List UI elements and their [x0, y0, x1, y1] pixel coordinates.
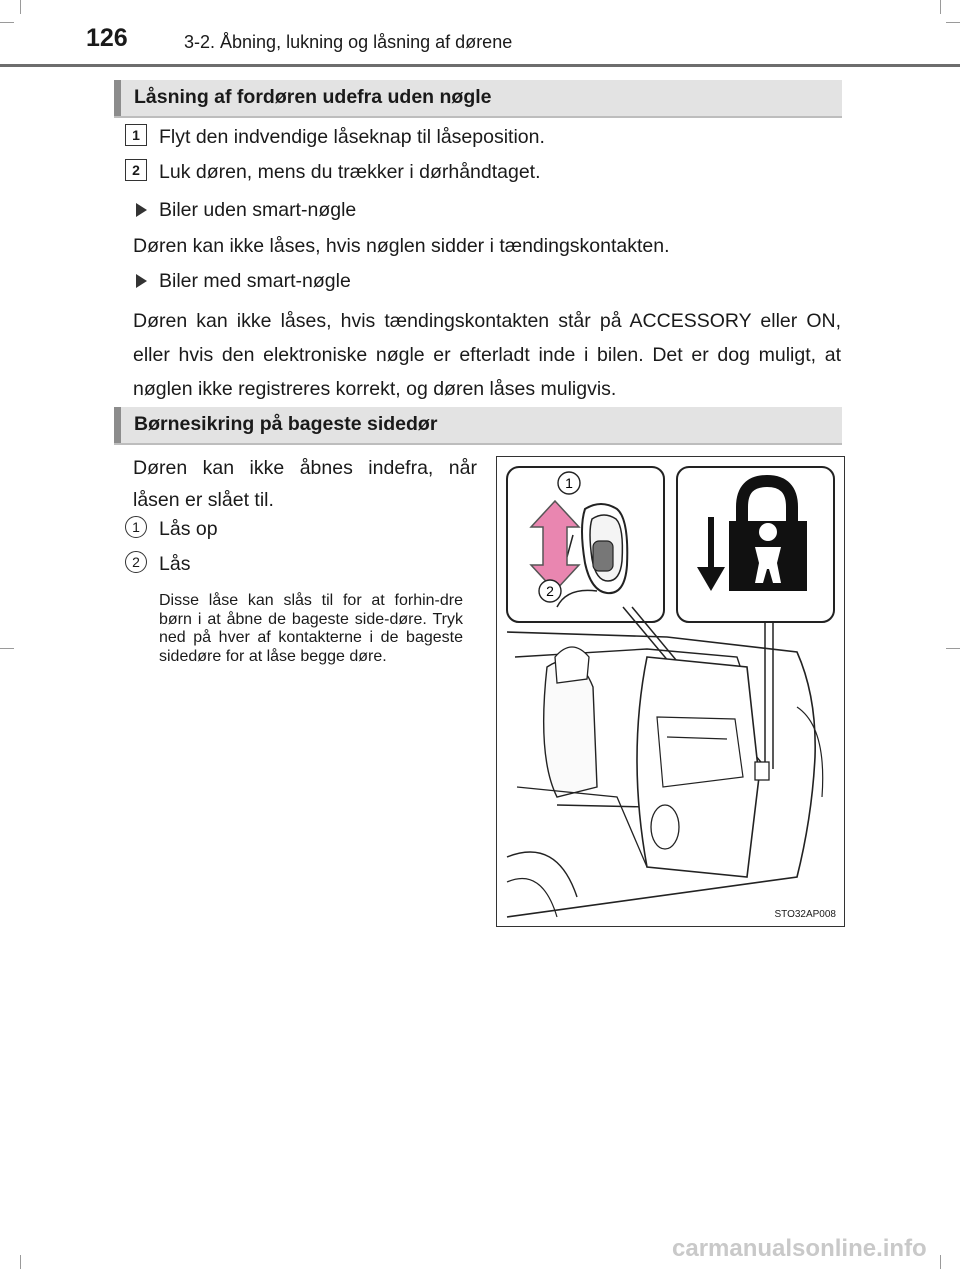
- section-heading: [114, 407, 842, 445]
- step-text: Flyt den indvendige låseknap til låseposition.: [159, 126, 545, 148]
- crop-mark: [0, 648, 14, 649]
- section-heading-bar: [114, 407, 121, 443]
- section-heading-bar: [114, 80, 121, 116]
- figure-callout: 1: [565, 475, 573, 491]
- step-number-box: 2: [125, 159, 147, 181]
- crop-mark: [20, 0, 21, 14]
- step-text: Luk døren, mens du trækker i dørhåndtaget.: [159, 161, 541, 183]
- figure-callout: 2: [546, 583, 554, 599]
- figure-code: STO32AP008: [774, 909, 836, 920]
- child-lock-figure: [496, 456, 845, 927]
- section-heading: [114, 80, 842, 118]
- page-number: 126: [86, 24, 128, 52]
- subheading: Biler med smart-nøgle: [159, 270, 351, 292]
- running-header: 3-2. Åbning, lukning og låsning af dørene: [184, 32, 513, 52]
- car-door-illustration: [497, 457, 844, 926]
- note-text: Disse låse kan slås til for at forhin-dre børn i at åbne de bageste side-døre. Tryk ned på hver af kontakterne i de bageste sidedøre for at låse begge døre.: [159, 592, 463, 665]
- crop-mark: [940, 0, 941, 14]
- crop-mark: [940, 1255, 941, 1269]
- callout-number-circle: 1: [125, 516, 147, 538]
- paragraph: Døren kan ikke låses, hvis nøglen sidder i tændingskontakten.: [133, 235, 670, 257]
- triangle-bullet-icon: [136, 274, 147, 288]
- header-rule: [0, 64, 960, 67]
- section-heading-text: Låsning af fordøren udefra uden nøgle: [134, 86, 492, 108]
- crop-mark: [946, 22, 960, 23]
- callout-number-circle: 2: [125, 551, 147, 573]
- section-heading-text: Børnesikring på bageste sidedør: [134, 413, 438, 435]
- triangle-bullet-icon: [136, 203, 147, 217]
- watermark: carmanualsonline.info: [672, 1235, 927, 1262]
- subheading: Biler uden smart-nøgle: [159, 199, 357, 221]
- item-text: Lås op: [159, 518, 218, 540]
- crop-mark: [0, 22, 14, 23]
- step-number-box: 1: [125, 124, 147, 146]
- paragraph: Døren kan ikke åbnes indefra, når låsen er slået til.: [133, 457, 477, 511]
- crop-mark: [946, 648, 960, 649]
- crop-mark: [20, 1255, 21, 1269]
- paragraph: Døren kan ikke låses, hvis tændingskontakten står på ACCESSORY eller ON, eller hvis den elektroniske nøgle er efterladt inde i bilen. Det er dog muligt, at nøglen ikke registreres korrekt, og døren låses muligvis.: [133, 310, 841, 400]
- item-text: Lås: [159, 553, 191, 575]
